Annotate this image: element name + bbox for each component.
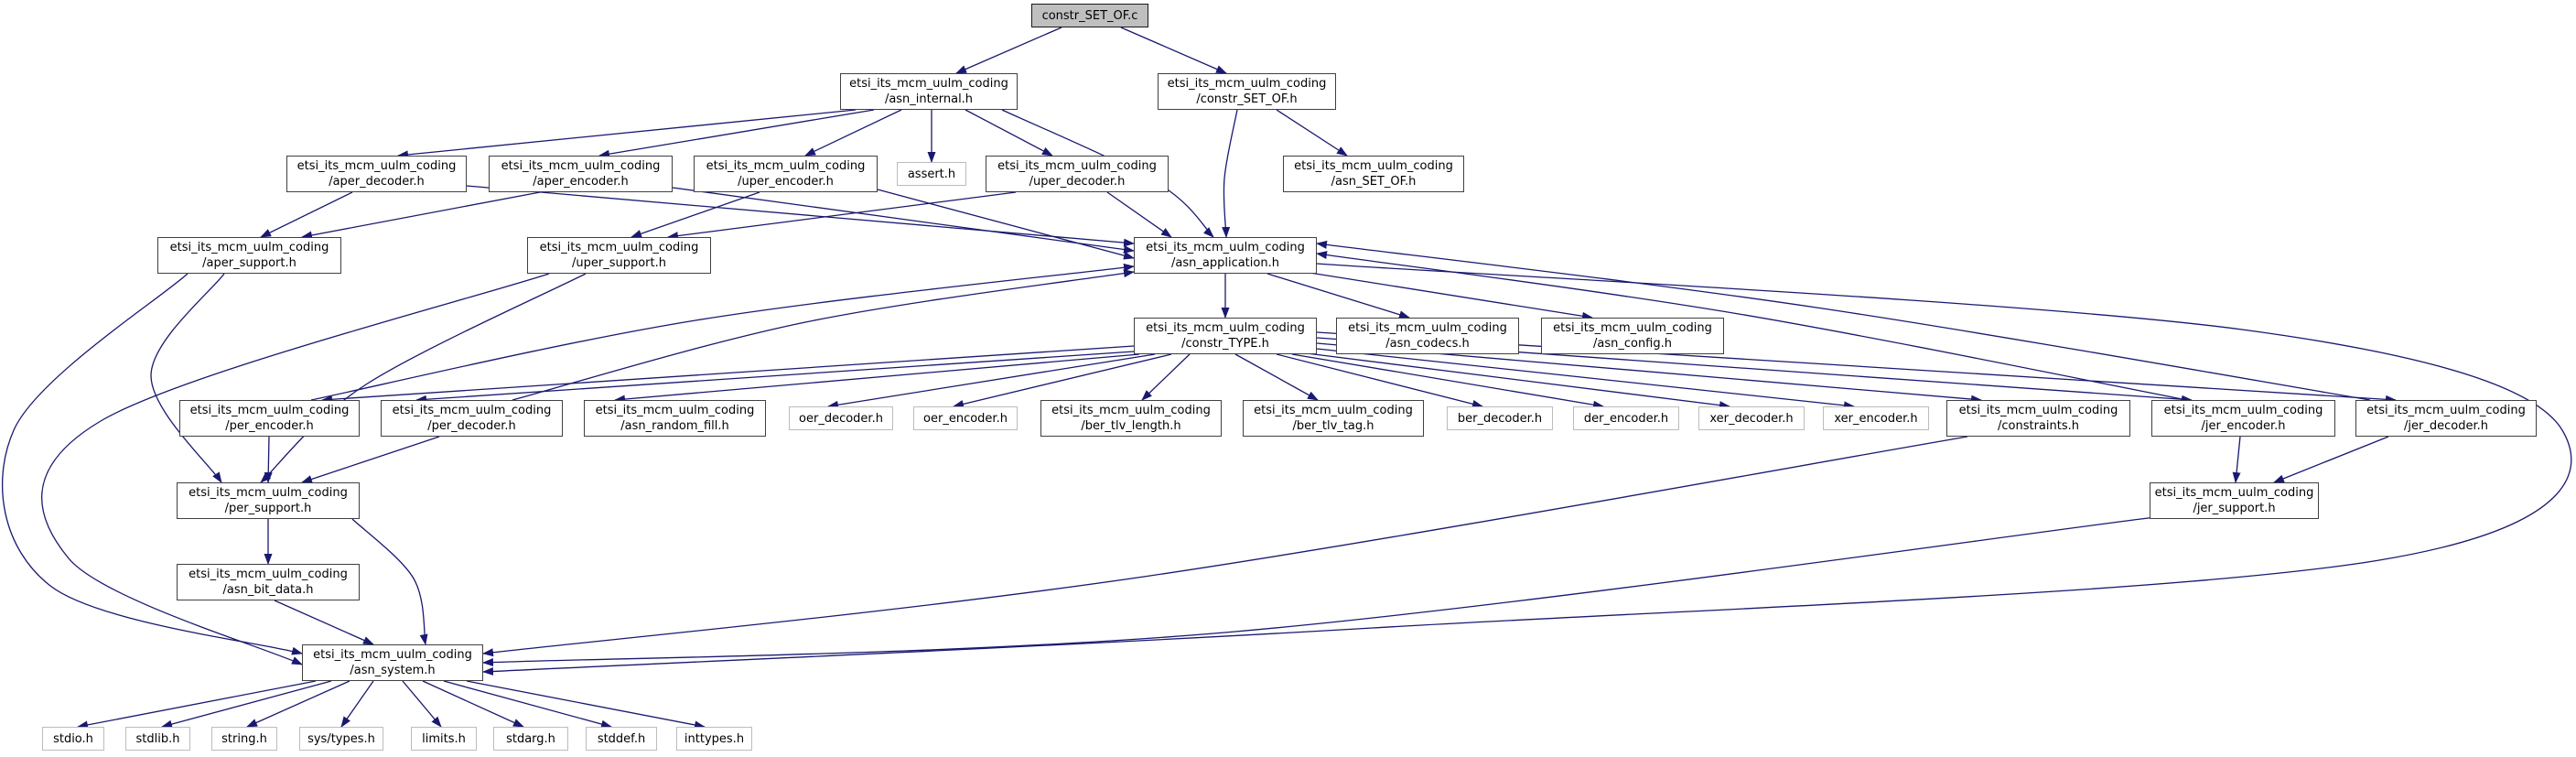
node-label: der_encoder.h — [1583, 411, 1669, 426]
edge-constr_TYPE-to-per_encoder — [322, 346, 1134, 400]
node-jer_support[interactable] — [2150, 482, 2319, 519]
node-label: /uper_encoder.h — [738, 175, 834, 189]
node-label: etsi_its_mcm_uulm_coding — [595, 404, 755, 417]
node-label: /per_support.h — [224, 502, 312, 515]
edge-constr_TYPE-to-ber_tlv_tag — [1235, 354, 1318, 400]
node-label: /constr_SET_OF.h — [1196, 92, 1298, 106]
node-label: etsi_its_mcm_uulm_coding — [1051, 404, 1211, 417]
edge-constr_TYPE-to-ber_tlv_length — [1142, 354, 1190, 400]
node-ber_decoder — [1447, 406, 1553, 430]
node-label: /asn_application.h — [1171, 256, 1279, 270]
node-label: /asn_SET_OF.h — [1331, 175, 1417, 189]
node-label: etsi_its_mcm_uulm_coding — [189, 486, 348, 500]
node-stdio — [42, 727, 104, 751]
node-label: /jer_encoder.h — [2201, 419, 2286, 433]
node-label: sys/types.h — [307, 731, 375, 746]
node-per_decoder[interactable] — [381, 400, 563, 437]
edge-asn_application-to-asn_codecs — [1267, 274, 1409, 318]
node-label: inttypes.h — [684, 731, 745, 746]
node-label: stdio.h — [53, 731, 93, 746]
node-label: /jer_decoder.h — [2404, 419, 2488, 433]
edge-asn_system-to-inttypes — [467, 681, 705, 727]
node-label: etsi_its_mcm_uulm_coding — [1348, 321, 1507, 335]
node-inttypes — [676, 727, 752, 751]
node-label: etsi_its_mcm_uulm_coding — [1167, 77, 1327, 91]
node-oer_decoder — [789, 406, 893, 430]
node-label: etsi_its_mcm_uulm_coding — [2163, 404, 2323, 417]
edge-uper_encoder-to-asn_application — [878, 189, 1134, 258]
node-label: etsi_its_mcm_uulm_coding — [169, 241, 329, 254]
node-label: etsi_its_mcm_uulm_coding — [1958, 404, 2118, 417]
edge-aper_encoder-to-asn_application — [673, 188, 1134, 251]
edge-constr_SET_OF_h-to-asn_SET_OF — [1277, 110, 1347, 156]
node-label: constr_SET_OF.c — [1041, 8, 1138, 23]
node-uper_encoder[interactable] — [694, 156, 878, 192]
edge-per_decoder-to-per_support — [302, 437, 439, 482]
edge-uper_decoder-to-uper_support — [668, 192, 1016, 237]
node-label: /uper_decoder.h — [1029, 175, 1126, 189]
node-label: etsi_its_mcm_uulm_coding — [501, 159, 661, 173]
node-label: /asn_internal.h — [884, 92, 974, 106]
edge-jer_encoder-to-jer_support — [2236, 437, 2240, 482]
node-label: /asn_random_fill.h — [620, 419, 729, 433]
node-constr_SET_OF_h[interactable] — [1158, 73, 1336, 110]
node-der_encoder — [1573, 406, 1679, 430]
node-label: etsi_its_mcm_uulm_coding — [1146, 241, 1305, 254]
node-label: /asn_bit_data.h — [222, 583, 314, 597]
node-oer_encoder — [913, 406, 1018, 430]
edge-uper_support-to-per_support — [261, 274, 586, 482]
node-label: assert.h — [907, 167, 956, 181]
edge-constr_TYPE-to-xer_decoder — [1307, 353, 1730, 406]
edge-uper_decoder-to-asn_application — [1107, 192, 1171, 237]
edge-aper_decoder-to-asn_application — [467, 186, 1134, 243]
edge-asn_application-to-asn_config — [1304, 272, 1592, 318]
node-label: xer_encoder.h — [1834, 411, 1918, 426]
edge-asn_system-to-string — [247, 681, 350, 727]
node-label: oer_encoder.h — [923, 411, 1008, 426]
edge-constr_TYPE-to-oer_encoder — [954, 354, 1171, 406]
node-per_support[interactable] — [177, 482, 360, 519]
node-jer_decoder[interactable] — [2355, 400, 2537, 437]
edge-uper_support-to-asn_system — [42, 274, 549, 665]
edge-jer_decoder-to-jer_support — [2274, 437, 2388, 482]
node-constr_TYPE[interactable] — [1134, 318, 1317, 354]
node-uper_decoder[interactable] — [986, 156, 1169, 192]
node-label: stdarg.h — [506, 731, 555, 746]
node-label: /uper_support.h — [572, 256, 666, 270]
node-sys_types — [299, 727, 383, 751]
edge-asn_system-to-stdarg — [423, 681, 523, 727]
node-limits — [411, 727, 477, 751]
node-label: etsi_its_mcm_uulm_coding — [2154, 486, 2314, 500]
node-label: /ber_tlv_length.h — [1081, 419, 1181, 433]
edge-constr_SET_OF_h-to-asn_application — [1223, 110, 1237, 237]
node-label: limits.h — [422, 731, 466, 746]
edge-constr_SET_OF_c-to-asn_internal — [956, 27, 1062, 73]
node-label: stddef.h — [597, 731, 646, 746]
node-constr_SET_OF_c[interactable] — [1031, 4, 1148, 27]
node-label: etsi_its_mcm_uulm_coding — [849, 77, 1008, 91]
node-label: etsi_its_mcm_uulm_coding — [313, 648, 472, 662]
edge-constr_TYPE-to-ber_decoder — [1277, 354, 1482, 406]
node-label: etsi_its_mcm_uulm_coding — [1146, 321, 1305, 335]
edge-constr_SET_OF_c-to-constr_SET_OF_h — [1121, 27, 1226, 73]
node-asn_SET_OF[interactable] — [1283, 156, 1464, 192]
node-stdarg — [493, 727, 568, 751]
node-constraints[interactable] — [1946, 400, 2130, 437]
node-xer_decoder — [1698, 406, 1805, 430]
node-label: etsi_its_mcm_uulm_coding — [539, 241, 699, 254]
node-ber_tlv_length[interactable] — [1040, 400, 1222, 437]
edge-asn_system-to-stdio — [78, 681, 316, 727]
edge-per_encoder-to-per_support — [268, 437, 269, 482]
edge-aper_encoder-to-aper_support — [302, 192, 540, 237]
node-label: etsi_its_mcm_uulm_coding — [296, 159, 457, 173]
edge-constr_TYPE-to-der_encoder — [1292, 354, 1603, 406]
node-label: /asn_system.h — [350, 664, 436, 677]
edge-asn_internal-to-uper_encoder — [805, 110, 901, 156]
edge-constr_TYPE-to-per_decoder — [416, 351, 1134, 400]
node-label: etsi_its_mcm_uulm_coding — [2366, 404, 2526, 417]
edge-constr_TYPE-to-oer_decoder — [828, 354, 1155, 406]
node-label: /ber_tlv_tag.h — [1292, 419, 1374, 433]
edge-asn_system-to-stdlib — [162, 681, 331, 727]
node-label: etsi_its_mcm_uulm_coding — [189, 404, 350, 417]
edge-aper_support-to-per_support — [151, 274, 224, 482]
node-string — [211, 727, 277, 751]
node-label: /aper_decoder.h — [329, 175, 425, 189]
node-xer_encoder — [1823, 406, 1929, 430]
edge-asn_internal-to-aper_decoder — [398, 110, 856, 156]
edge-per_support-to-asn_system — [352, 519, 426, 644]
node-label: etsi_its_mcm_uulm_coding — [706, 159, 866, 173]
node-label: /aper_support.h — [202, 256, 296, 270]
node-asn_random_fill[interactable] — [584, 400, 766, 437]
node-asn_application[interactable] — [1134, 237, 1317, 274]
edge-asn_system-to-limits — [403, 681, 441, 727]
edge-uper_encoder-to-uper_support — [631, 192, 760, 237]
edge-per_decoder-to-asn_application — [512, 272, 1134, 400]
node-label: /per_encoder.h — [225, 419, 314, 433]
node-aper_decoder[interactable] — [286, 156, 467, 192]
node-label: /aper_encoder.h — [533, 175, 629, 189]
node-label: oer_decoder.h — [799, 411, 883, 426]
edge-asn_internal-to-uper_decoder — [965, 110, 1052, 156]
edge-constr_TYPE-to-asn_random_fill — [615, 354, 1139, 400]
node-label: /per_decoder.h — [427, 419, 516, 433]
node-per_encoder[interactable] — [179, 400, 360, 437]
node-label: string.h — [221, 731, 267, 746]
edge-asn_system-to-sys_types — [341, 681, 373, 727]
edge-constraints-to-asn_system — [483, 437, 1967, 654]
node-aper_encoder[interactable] — [489, 156, 673, 192]
node-ber_tlv_tag[interactable] — [1243, 400, 1424, 437]
node-label: /asn_config.h — [1592, 337, 1672, 351]
node-label: /constr_TYPE.h — [1181, 337, 1269, 351]
node-assert_h — [897, 162, 966, 186]
node-asn_system[interactable] — [302, 644, 483, 681]
edge-aper_decoder-to-aper_support — [261, 192, 352, 237]
node-label: etsi_its_mcm_uulm_coding — [1294, 159, 1453, 173]
edge-asn_system-to-stddef — [444, 681, 611, 727]
node-label: stdlib.h — [135, 731, 180, 746]
node-label: xer_decoder.h — [1709, 411, 1794, 426]
node-label: /asn_codecs.h — [1385, 337, 1470, 351]
edge-per_encoder-to-asn_application — [311, 266, 1134, 400]
node-label: /jer_support.h — [2193, 502, 2276, 515]
node-jer_encoder[interactable] — [2151, 400, 2335, 437]
node-stddef — [586, 727, 657, 751]
node-asn_codecs[interactable] — [1336, 318, 1519, 354]
edge-asn_bit_data-to-asn_system — [275, 600, 373, 644]
node-uper_support[interactable] — [527, 237, 711, 274]
node-aper_support[interactable] — [157, 237, 341, 274]
node-stdlib — [125, 727, 190, 751]
node-asn_bit_data[interactable] — [177, 564, 360, 600]
node-label: etsi_its_mcm_uulm_coding — [1553, 321, 1712, 335]
edge-asn_application-to-asn_system — [483, 264, 2571, 672]
edge-constr_TYPE-to-xer_encoder — [1317, 349, 1854, 406]
edge-jer_support-to-asn_system — [483, 517, 2155, 663]
node-label: etsi_its_mcm_uulm_coding — [392, 404, 552, 417]
node-label: etsi_its_mcm_uulm_coding — [1254, 404, 1413, 417]
node-asn_internal[interactable] — [840, 73, 1018, 110]
node-label: ber_decoder.h — [1457, 411, 1543, 426]
node-asn_config[interactable] — [1541, 318, 1724, 354]
node-label: etsi_its_mcm_uulm_coding — [997, 159, 1157, 173]
node-label: etsi_its_mcm_uulm_coding — [189, 568, 348, 581]
edge-asn_internal-to-aper_encoder — [599, 110, 874, 156]
node-label: /constraints.h — [1998, 419, 2079, 433]
